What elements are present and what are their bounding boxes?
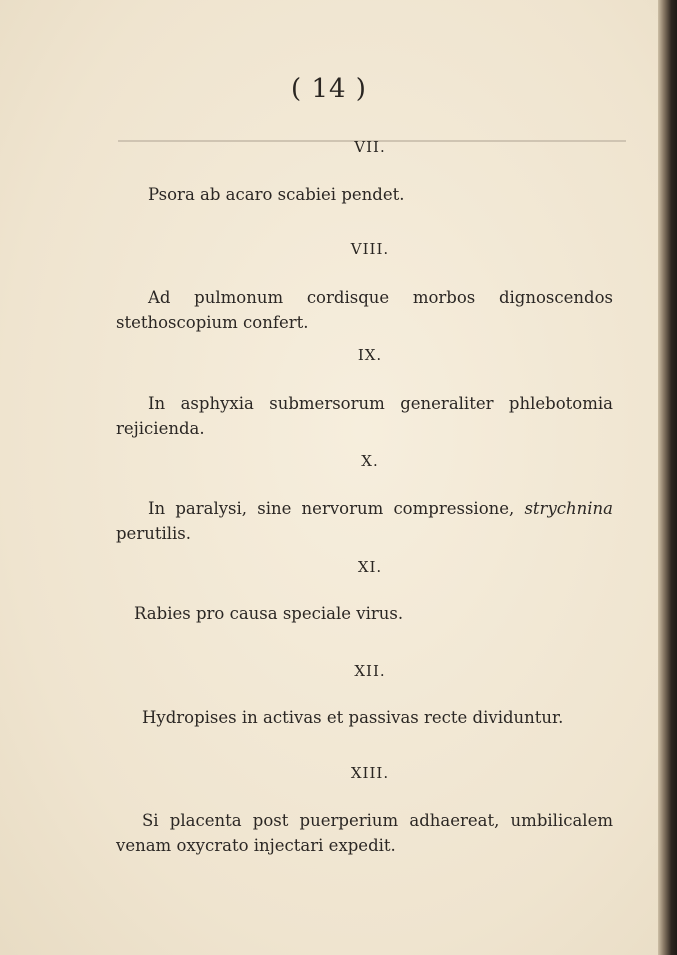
proposition-text: Si placenta post puerperium adhaereat, umbilicalem venam oxycrato injectari expedit. xyxy=(116,811,613,855)
proposition-text: Psora ab acaro scabiei pendet. xyxy=(148,185,405,204)
proposition-text-roman: In paralysi, sine nervorum compressione, xyxy=(148,499,525,518)
proposition-text: Rabies pro causa speciale virus. xyxy=(134,604,404,623)
proposition-text: In asphyxia submersorum generaliter phlebotomia rejicienda. xyxy=(116,394,613,438)
proposition-text-italic: strychnina xyxy=(524,499,613,518)
proposition-numeral: VIII. xyxy=(350,240,390,258)
proposition-text: Hydropises in activas et passivas recte dividuntur. xyxy=(142,708,564,727)
proposition-numeral: IX. xyxy=(357,346,383,364)
page-number: ( 14 ) xyxy=(291,74,367,104)
proposition-text-roman-end: perutilis. xyxy=(116,524,192,543)
proposition-text: Ad pulmonum cordisque morbos dignoscendos stethoscopium confert. xyxy=(116,288,613,332)
book-binding-edge xyxy=(658,0,677,955)
proposition-text xyxy=(116,496,613,546)
proposition-numeral: XII. xyxy=(354,662,386,680)
proposition-numeral: VII. xyxy=(354,138,386,156)
proposition-numeral: X. xyxy=(361,452,379,470)
proposition-numeral: XI. xyxy=(357,558,383,576)
proposition-numeral: XIII. xyxy=(350,764,390,782)
